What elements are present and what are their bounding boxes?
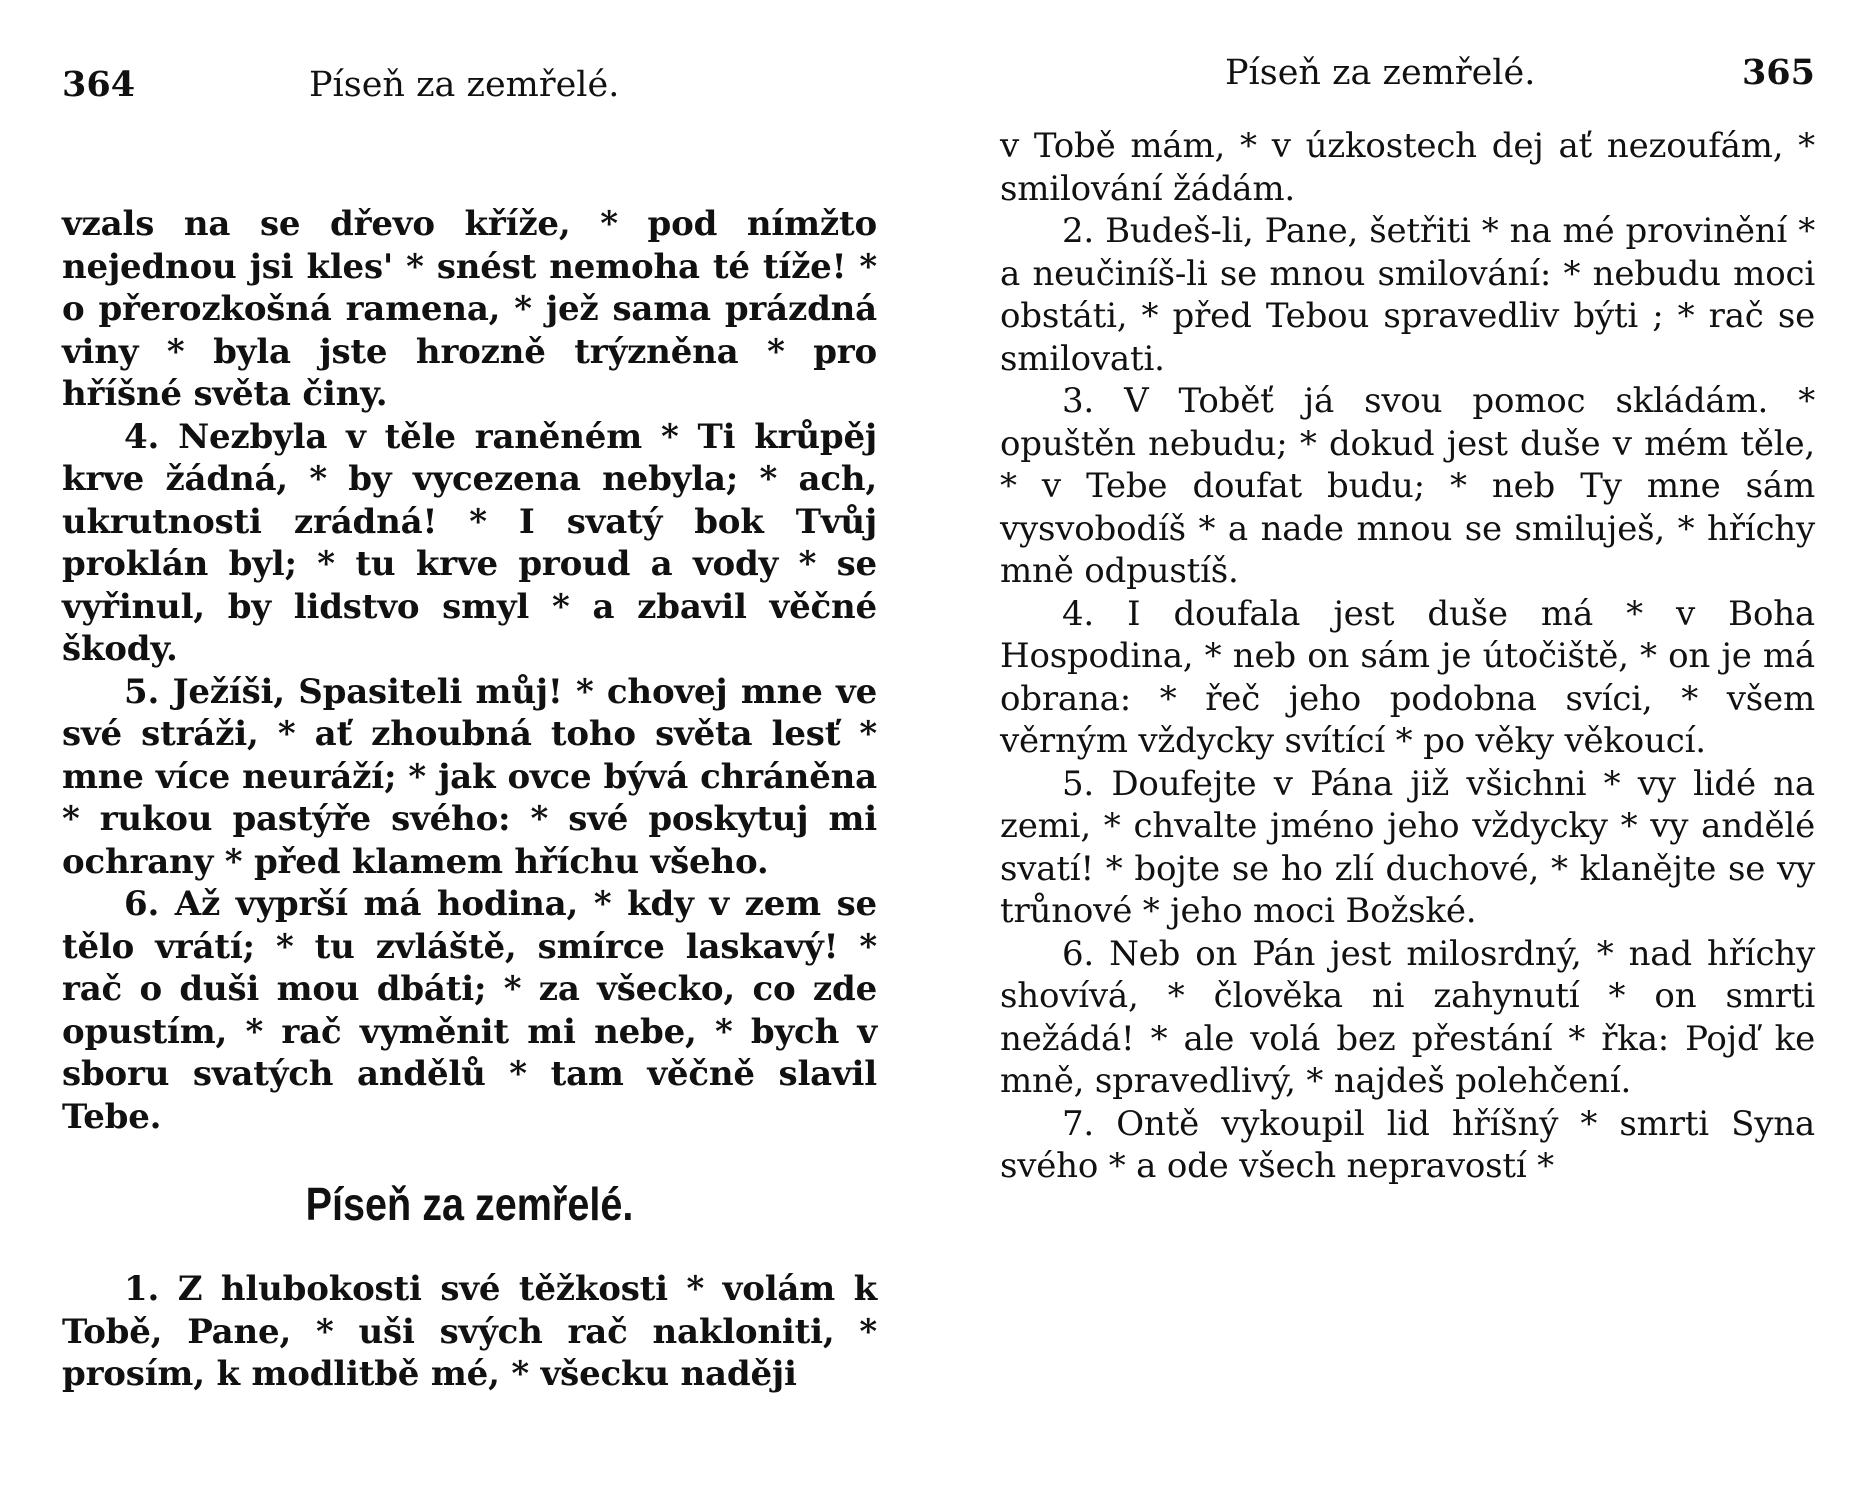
running-title-left: Píseň za zemřelé. (309, 65, 620, 105)
paragraph: 1. Z hlubokosti své těžkosti * volám k Tobě, Pane, * uši svých rač nakloniti, * prosím, k modlitbě mé, * všecku naději (62, 1269, 877, 1394)
left-page-body (62, 203, 877, 1396)
paragraph: 6. Až vyprší má hodina, * kdy v zem se tělo vrátí; * tu zvláště, smírce laskavý! * rač o duši mou dbáti; * za všecko, co zde opustím, * rač vyměnit mi nebe, * bych v sboru svatých andělů * tam věčně slavil Tebe. (62, 884, 877, 1137)
left-page (62, 55, 877, 1396)
paragraph: v Tobě mám, * v úzkostech dej ať nezoufám, * smilování žádám. (1000, 126, 1815, 209)
paragraph: 5. Doufejte v Pána již všichni * vy lidé na zemi, * chvalte jméno jeho vždycky * vy andělé svatí! * bojte se ho zlí duchové, * klanějte se vy trůnové * jeho moci Božské. (1000, 763, 1815, 931)
right-page (1000, 52, 1815, 1188)
right-page-header (1000, 52, 1815, 115)
paragraph: 5. Ježíši, Spasiteli můj! * chovej mne ve své stráži, * ať zhoubná toho světa lesť * mne více neuráží; * jak ovce bývá chráněna * rukou pastýře svého: * své poskytuj mi ochrany * před klamem hříchu všeho. (62, 671, 877, 882)
page-number-left: 364 (62, 64, 136, 105)
paragraph: 4. Nezbyla v těle raněném * Ti krůpěj krve žádná, * by vycezena nebyla; * ach, ukrutnosti zrádná! * I svatý bok Tvůj proklán byl; * tu krve proud a vody * se vyřinul, by lidstvo smyl * a zbavil věčné škody. (62, 416, 877, 669)
section-title: Píseň za zemřelé. (305, 1178, 634, 1230)
running-title-right: Píseň za zemřelé. (1225, 53, 1536, 93)
paragraph: 4. I doufala jest duše má * v Boha Hospodina, * neb on sám je útočiště, * on je má obrana: * řeč jeho podobna svíci, * všem věrným vždycky svítící * po věky věkoucí. (1000, 593, 1815, 761)
paragraph: 3. V Toběť já svou pomoc skládám. * opuštěn nebudu; * dokud jest duše v mém těle, * v Tebe doufat budu; * neb Ty mne sám vysvobodíš * a nade mnou se smiluješ, * hříchy mně odpustíš. (1000, 381, 1815, 591)
page-number-right: 365 (1741, 52, 1815, 93)
paragraph: 7. Ontě vykoupil lid hříšný * smrti Syna svého * a ode všech nepravostí * (1000, 1103, 1815, 1186)
left-page-header (62, 55, 877, 115)
paragraph: vzals na se dřevo kříže, * pod nímžto nejednou jsi kles' * snést nemoha té tíže! * o přerozkošná ramena, * jež sama prázdná viny * byla jste hrozně trýzněna * pro hříšné světa činy. (62, 204, 877, 414)
paragraph: 2. Budeš-li, Pane, šetřiti * na mé provinění * a neučiníš-li se mnou smilování: * nebudu moci obstáti, * před Tebou spravedliv býti ; * rač se smilovati. (1000, 211, 1815, 379)
paragraph: 6. Neb on Pán jest milosrdný, * nad hříchy shovívá, * člověka ni zahynutí * on smrti nežádá! * ale volá bez přestání * řka: Pojď ke mně, spravedlivý, * najdeš polehčení. (1000, 933, 1815, 1101)
right-page-body (1000, 125, 1815, 1188)
